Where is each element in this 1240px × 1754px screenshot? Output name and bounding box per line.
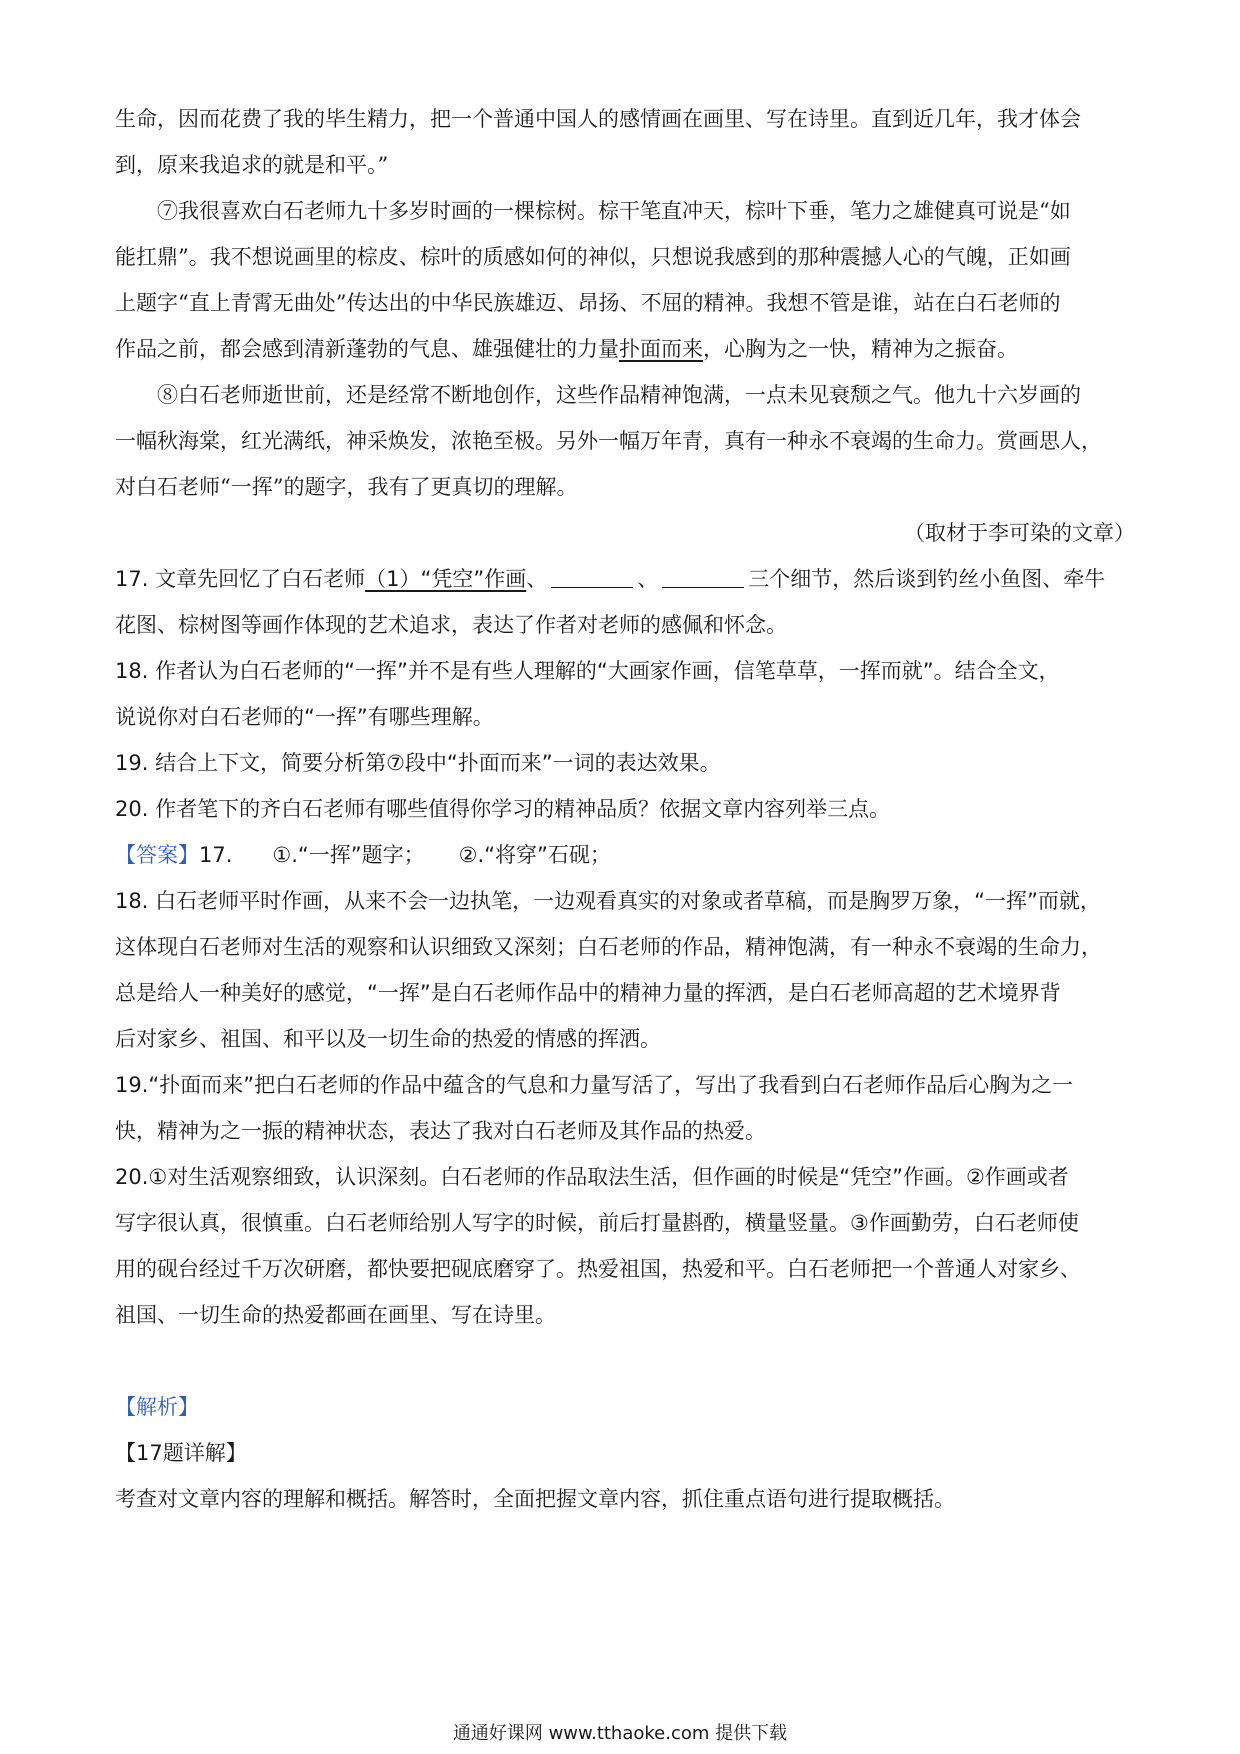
passage-line: 对白石老师“一挥”的题字，我有了更真切的理解。 [115,475,578,499]
analysis-label: 【解析】 [115,1395,199,1419]
question-18: 18. 作者认为白石老师的“一挥”并不是有些人理解的“大画家作画，信笔草草，一挥而就”。结合全文， [115,659,1060,683]
answer-blank [551,567,633,588]
passage-line: ⑦我很喜欢白石老师九十多岁时画的一棵棕树。棕干笔直冲天，棕叶下垂，笔力之雄健真可说是“如 [157,199,1071,223]
answer-20-line: 祖国、一切生命的热爱都画在画里、写在诗里。 [115,1303,556,1327]
page-footer: 通通好课网 www.tthaoke.com 提供下载 [452,1723,788,1744]
answer-18-line: 总是给人一种美好的感觉，“一挥”是白石老师作品中的精神力量的挥洒，是白石老师高超的艺术境界背 [115,981,1061,1005]
answer-18-line: 这体现白石老师对生活的观察和认识细致又深刻；白石老师的作品，精神饱满，有一种永不衰竭的生命力， [115,935,1102,959]
answer-20-line: 用的砚台经过千万次研磨，都快要把砚底磨穿了。热爱祖国，热爱和平。白石老师把一个普通人对家乡、 [115,1257,1081,1281]
passage-line: 生命，因而花费了我的毕生精力，把一个普通中国人的感情画在画里、写在诗里。直到近几年，我才体会 [115,107,1081,131]
question-text: 、 [637,567,659,591]
passage-line: 到，原来我追求的就是和平。” [115,153,389,177]
answer-number: 17. [199,843,233,867]
answer-20-line: 20.①对生活观察细致，认识深刻。白石老师的作品取法生活，但作画的时候是“凭空”作画。②作画或者 [115,1165,1069,1189]
passage-text: ，心胸为之一快，精神为之振奋。 [703,337,1018,361]
analysis-text: 考查对文章内容的理解和概括。解答时，全面把握文章内容，抓住重点语句进行提取概括。 [115,1487,955,1511]
answer-item: ②.“将穿”石砚； [458,843,611,867]
passage-line: 一幅秋海棠，红光满纸，神采焕发，浓艳至极。另外一幅万年青，真有一种永不衰竭的生命力。赏画思人， [115,429,1102,453]
question-line: 说说你对白石老师的“一挥”有哪些理解。 [115,705,494,729]
passage-line: ⑧白石老师逝世前，还是经常不断地创作，这些作品精神饱满，一点未见衰颓之气。他九十六岁画的 [157,383,1081,407]
question-line: 花图、棕树图等画作体现的艺术追求，表达了作者对老师的感佩和怀念。 [115,613,787,637]
source-citation: （取材于李可染的文章） [904,521,1135,545]
passage-line [115,334,1135,364]
answer-label: 【答案】 [115,843,199,867]
answer-18-line: 18. 白石老师平时作画，从来不会一边执笔，一边观看真实的对象或者草稿，而是胸罗万象，“一挥”而就， [115,889,1101,913]
answer-19-line: 快，精神为之一振的精神状态，表达了我对白石老师及其作品的热爱。 [115,1119,766,1143]
answer-19-line: 19.“扑面而来”把白石老师的作品中蕴含的气息和力量写活了，写出了我看到白石老师作品后心胸为之一 [115,1073,1074,1097]
question-20: 20. 作者笔下的齐白石老师有哪些值得你学习的精神品质？依据文章内容列举三点。 [115,797,891,821]
underlined-phrase: 扑面而来 [619,337,703,361]
filled-blank: （1）“凭空”作画 [365,567,527,591]
passage-line: 上题字“直上青霄无曲处”传达出的中华民族雄迈、昂扬、不屈的精神。我想不管是谁，站在白石老师的 [115,291,1061,315]
analysis-sub-label: 【17题详解】 [115,1441,247,1465]
passage-text: 作品之前，都会感到清新蓬勃的气息、雄强健壮的力量 [115,337,619,361]
question-text: 17. 文章先回忆了白石老师 [115,567,366,591]
answer-18-line: 后对家乡、祖国、和平以及一切生命的热爱的情感的挥洒。 [115,1027,661,1051]
question-17 [115,564,1135,594]
question-text: 、 [526,567,548,591]
answer-item: ①.“一挥”题字； [272,843,425,867]
passage-line: 能扛鼎”。我不想说画里的棕皮、棕叶的质感如何的神似，只想说我感到的那种震撼人心的气魄，正如画 [115,245,1071,269]
answer-20-line: 写字很认真，很慎重。白石老师给别人写字的时候，前后打量斟酌，横量竖量。③作画勤劳，白石老师使 [115,1211,1079,1235]
answer-17 [115,840,1135,870]
question-text: 三个细节，然后谈到钓丝小鱼图、牵牛 [748,567,1106,591]
question-19: 19. 结合上下文，简要分析第⑦段中“扑面而来”一词的表达效果。 [115,751,721,775]
answer-blank [662,567,744,588]
